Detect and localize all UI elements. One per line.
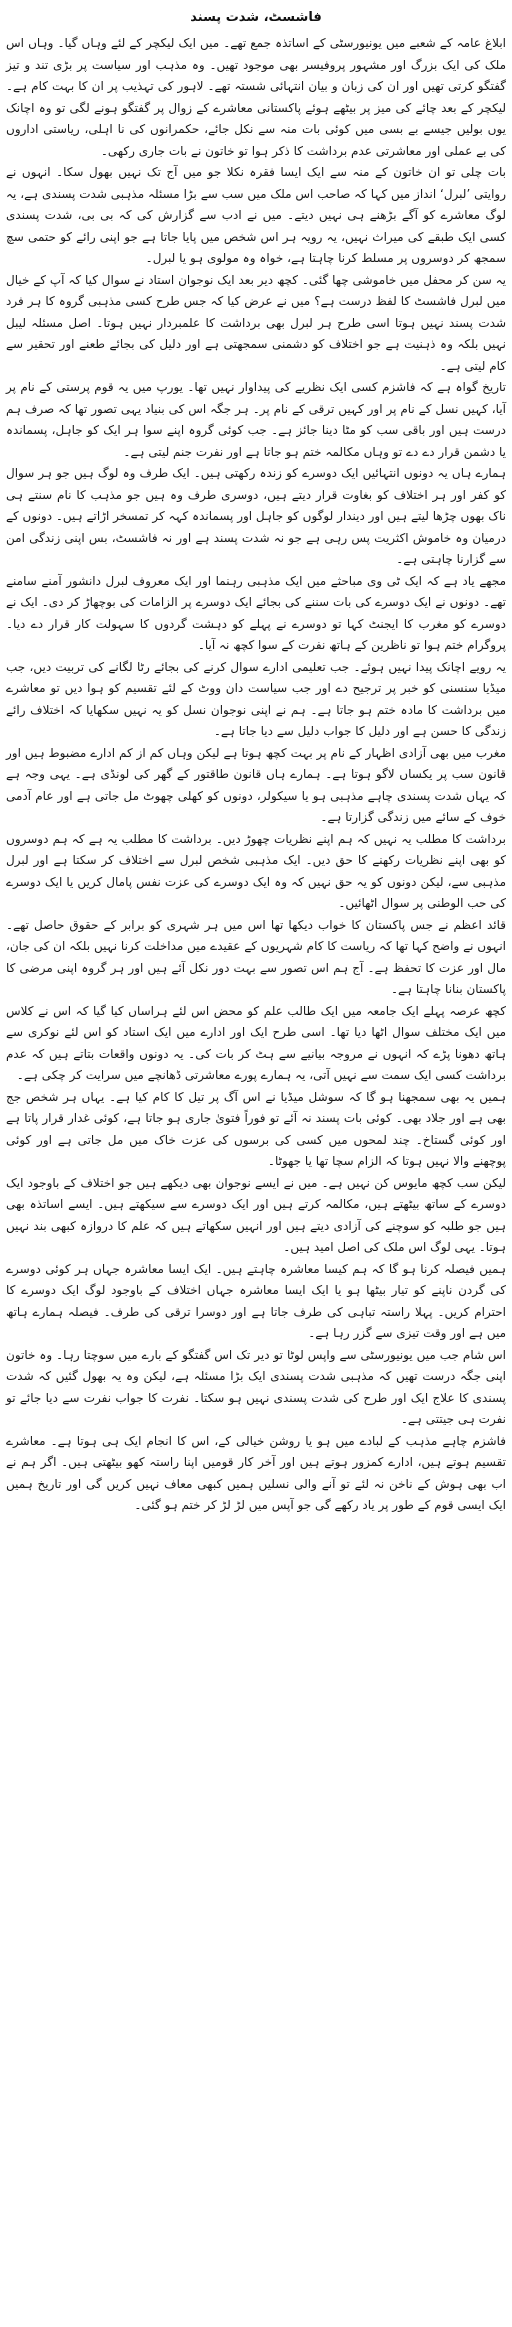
- article-paragraph: تاریخ گواہ ہے کہ فاشزم کسی ایک نظریے کی پیداوار نہیں تھا۔ یورپ میں یہ قوم پرستی کے نام پر آیا، کہیں نسل کے نام پر اور کہیں ترقی کے نام پر۔ ہر جگہ اس کی بنیاد یہی تصور تھا کہ صرف ہم درست ہیں اور باقی سب کو مٹا دینا جائز ہے۔ جب کوئی گروہ اپنے سوا ہر ایک کو جاہل، پسماندہ یا دشمن قرار دے دے تو وہاں مکالمہ ختم ہو جاتا ہے اور نفرت جنم لیتی ہے۔: [6, 380, 506, 459]
- article-paragraph: مغرب میں بھی آزادی اظہار کے نام پر بہت کچھ ہوتا ہے لیکن وہاں کم از کم ادارے مضبوط ہیں اور قانون سب پر یکساں لاگو ہوتا ہے۔ ہمارے ہاں قانون طاقتور کے گھر کی لونڈی ہے۔ یہی وجہ ہے کہ یہاں شدت پسندی چاہے مذہبی ہو یا سیکولر، دونوں کو کھلی چھوٹ مل جاتی ہے اور عام آدمی خوف کے سائے میں زندگی گزارتا ہے۔: [6, 745, 506, 824]
- article-paragraph: لیکن سب کچھ مایوس کن نہیں ہے۔ میں نے ایسے نوجوان بھی دیکھے ہیں جو اختلاف کے باوجود ایک دوسرے کے ساتھ بیٹھتے ہیں، مکالمہ کرتے ہیں اور ایک دوسرے سے سیکھتے ہیں۔ ایسے اساتذہ بھی ہیں جو طلبہ کو سوچنے کی آزادی دیتے ہیں اور انہیں سکھاتے ہیں کہ علم کا دروازہ کبھی بند نہیں ہوتا۔ یہی لوگ اس ملک کی اصل امید ہیں۔: [6, 1175, 506, 1254]
- article-paragraph: یہ سن کر محفل میں خاموشی چھا گئی۔ کچھ دیر بعد ایک نوجوان استاد نے سوال کیا کہ آپ کے خیال میں لبرل فاشسٹ کا لفظ درست ہے؟ میں نے عرض کیا کہ جس طرح کسی مذہبی گروہ کا ہر فرد شدت پسند نہیں ہوتا اسی طرح ہر لبرل بھی برداشت کا علمبردار نہیں ہوتا۔ اصل مسئلہ لیبل نہیں بلکہ وہ ذہنیت ہے جو اختلاف کو دشمنی سمجھتی ہے اور دلیل کی بجائے طعنے اور تحقیر سے کام لیتی ہے۔: [6, 272, 506, 373]
- article-paragraph: فاشزم چاہے مذہب کے لبادے میں ہو یا روشن خیالی کے، اس کا انجام ایک ہی ہوتا ہے۔ معاشرے تقسیم ہوتے ہیں، ادارے کمزور ہوتے ہیں اور آخر کار قومیں اپنا راستہ کھو بیٹھتی ہیں۔ اگر ہم نے اب بھی ہوش کے ناخن نہ لئے تو آنے والی نسلیں ہمیں کبھی معاف نہیں کریں گی اور تاریخ ہمیں ایک ایسی قوم کے طور پر یاد رکھے گی جو آپس میں لڑ لڑ کر ختم ہو گئی۔: [6, 1433, 506, 1512]
- article-headline: فاشسٹ، شدت پسند: [190, 10, 322, 25]
- article-paragraph: قائد اعظم نے جس پاکستان کا خواب دیکھا تھا اس میں ہر شہری کو برابر کے حقوق حاصل تھے۔ انہوں نے واضح کہا تھا کہ ریاست کا کام شہریوں کے عقیدے میں مداخلت کرنا نہیں بلکہ ان کی جان، مال اور عزت کا تحفظ ہے۔ آج ہم اس تصور سے بہت دور نکل آئے ہیں اور ہر گروہ اپنی مرضی کا پاکستان بنانا چاہتا ہے۔: [6, 917, 506, 996]
- article-body: [6, 33, 506, 1517]
- article-paragraph: ہمیں یہ بھی سمجھنا ہو گا کہ سوشل میڈیا نے اس آگ پر تیل کا کام کیا ہے۔ یہاں ہر شخص جج بھی ہے اور جلاد بھی۔ کوئی بات پسند نہ آئے تو فوراً فتویٰ جاری ہو جاتا ہے، کوئی غدار قرار پاتا ہے اور کوئی گستاخ۔ چند لمحوں میں کسی کی برسوں کی عزت خاک میں مل جاتی ہے اور کوئی پوچھنے والا نہیں ہوتا کہ الزام سچا تھا یا جھوٹا۔: [6, 1089, 506, 1168]
- article-paragraph: کچھ عرصہ پہلے ایک جامعہ میں ایک طالب علم کو محض اس لئے ہراساں کیا گیا کہ اس نے کلاس میں ایک مختلف سوال اٹھا دیا تھا۔ اسی طرح ایک اور ادارے میں ایک استاد کو اس لئے نوکری سے ہاتھ دھونا پڑے کہ انہوں نے مروجہ بیانیے سے ہٹ کر بات کی۔ یہ دونوں واقعات بتاتے ہیں کہ عدم برداشت کسی ایک سمت سے نہیں آتی، یہ ہمارے پورے معاشرتی ڈھانچے میں سرایت کر چکی ہے۔: [6, 1003, 507, 1082]
- article-paragraph: ہمیں فیصلہ کرنا ہو گا کہ ہم کیسا معاشرہ چاہتے ہیں۔ ایک ایسا معاشرہ جہاں ہر کوئی دوسرے کی گردن ناپنے کو تیار بیٹھا ہو یا ایک ایسا معاشرہ جہاں اختلاف کے باوجود لوگ ایک دوسرے کا احترام کریں۔ پہلا راستہ تباہی کی طرف جاتا ہے اور دوسرا ترقی کی طرف۔ فیصلہ ہمارے ہاتھ میں ہے اور وقت تیزی سے گزر رہا ہے۔: [6, 1261, 506, 1340]
- article-paragraph: ابلاغ عامہ کے شعبے میں یونیورسٹی کے اساتذہ جمع تھے۔ میں ایک لیکچر کے لئے وہاں گیا۔ وہاں اس ملک کی ایک بزرگ اور مشہور پروفیسر بھی موجود تھیں۔ وہ مذہب اور سیاست پر بڑی تند و تیز گفتگو کرتی تھیں اور ان کی زبان و بیان انتہائی شستہ تھے۔ لاہور کی تہذیب پر ان کا بہت کام ہے۔ لیکچر کے بعد چائے کی میز پر بیٹھے ہوئے پاکستانی معاشرے کے زوال پر گفتگو ہونے لگی تو وہ اچانک یوں بولیں جیسے بے بسی میں کوئی بات منہ سے نکل جائے، حکمرانوں کی نا اہلی، ریاستی اداروں کی بے عملی اور معاشرتی عدم برداشت کا ذکر ہوا تو خاتون نے بات جاری رکھی۔: [6, 36, 506, 158]
- article-paragraph: برداشت کا مطلب یہ نہیں کہ ہم اپنے نظریات چھوڑ دیں۔ برداشت کا مطلب یہ ہے کہ ہم دوسروں کو بھی اپنے نظریات رکھنے کا حق دیں۔ ایک مذہبی شخص لبرل سے اختلاف کر سکتا ہے اور لبرل مذہبی سے، لیکن دونوں کو یہ حق نہیں کہ وہ ایک دوسرے کی عزت نفس پامال کریں یا ایک دوسرے کی حب الوطنی پر سوال اٹھائیں۔: [6, 831, 506, 910]
- article-paragraph: ہمارے ہاں یہ دونوں انتہائیں ایک دوسرے کو زندہ رکھتی ہیں۔ ایک طرف وہ لوگ ہیں جو ہر سوال کو کفر اور ہر اختلاف کو بغاوت قرار دیتے ہیں، دوسری طرف وہ ہیں جو مذہب کا نام سنتے ہی ناک بھوں چڑھا لیتے ہیں اور دیندار لوگوں کو جاہل اور پسماندہ کہہ کر تمسخر اڑاتے ہیں۔ دونوں کے درمیان وہ خاموش اکثریت پس رہی ہے جو نہ شدت پسند ہے اور نہ فاشسٹ، بس اپنی زندگی امن سے گزارنا چاہتی ہے۔: [6, 466, 506, 566]
- article-paragraph: اس شام جب میں یونیورسٹی سے واپس لوٹا تو دیر تک اس گفتگو کے بارے میں سوچتا رہا۔ وہ خاتون اپنی جگہ درست تھیں کہ مذہبی شدت پسندی ایک بڑا مسئلہ ہے، لیکن وہ یہ بھول گئیں کہ شدت پسندی کا علاج ایک اور طرح کی شدت پسندی نہیں ہو سکتا۔ نفرت کا جواب نفرت سے دیا جائے تو نفرت ہی جیتتی ہے۔: [6, 1347, 506, 1426]
- article-paragraph: مجھے یاد ہے کہ ایک ٹی وی مباحثے میں ایک مذہبی رہنما اور ایک معروف لبرل دانشور آمنے سامنے تھے۔ دونوں نے ایک دوسرے کی بات سننے کی بجائے ایک دوسرے پر الزامات کی بوچھاڑ کر دی۔ ایک نے دوسرے کو مغرب کا ایجنٹ کہا تو دوسرے نے پہلے کو دہشت گردوں کا سہولت کار قرار دے دیا۔ پروگرام ختم ہوا تو ناظرین کے ہاتھ نفرت کے سوا کچھ نہ آیا۔: [6, 573, 506, 652]
- article-paragraph: یہ رویے اچانک پیدا نہیں ہوئے۔ جب تعلیمی ادارے سوال کرنے کی بجائے رٹا لگانے کی تربیت دیں، جب میڈیا سنسنی کو خبر پر ترجیح دے اور جب سیاست دان ووٹ کے لئے تقسیم کو ہوا دیں تو معاشرے میں برداشت کا مادہ ختم ہو جاتا ہے۔ ہم نے اپنی نوجوان نسل کو یہ نہیں سکھایا کہ اختلاف رائے زندگی کا حسن ہے اور دلیل کا جواب دلیل سے دیا جاتا ہے۔: [6, 659, 506, 738]
- article-paragraph: بات چلی تو ان خاتون کے منہ سے ایک ایسا فقرہ نکلا جو میں آج تک نہیں بھول سکا۔ انہوں نے روایتی ’لبرل‘ انداز میں کہا کہ صاحب اس ملک میں سب سے بڑا مسئلہ مذہبی شدت پسندی ہے، یہ لوگ معاشرے کو آگے بڑھنے ہی نہیں دیتے۔ میں نے ادب سے گزارش کی کہ بی بی، شدت پسندی کسی ایک طبقے کی میراث نہیں، یہ رویہ ہر اس شخص میں پایا جاتا ہے جو اپنی رائے کو حتمی سچ سمجھ کر دوسروں پر مسلط کرنا چاہتا ہے، خواہ وہ مولوی ہو یا لبرل۔: [6, 165, 506, 265]
